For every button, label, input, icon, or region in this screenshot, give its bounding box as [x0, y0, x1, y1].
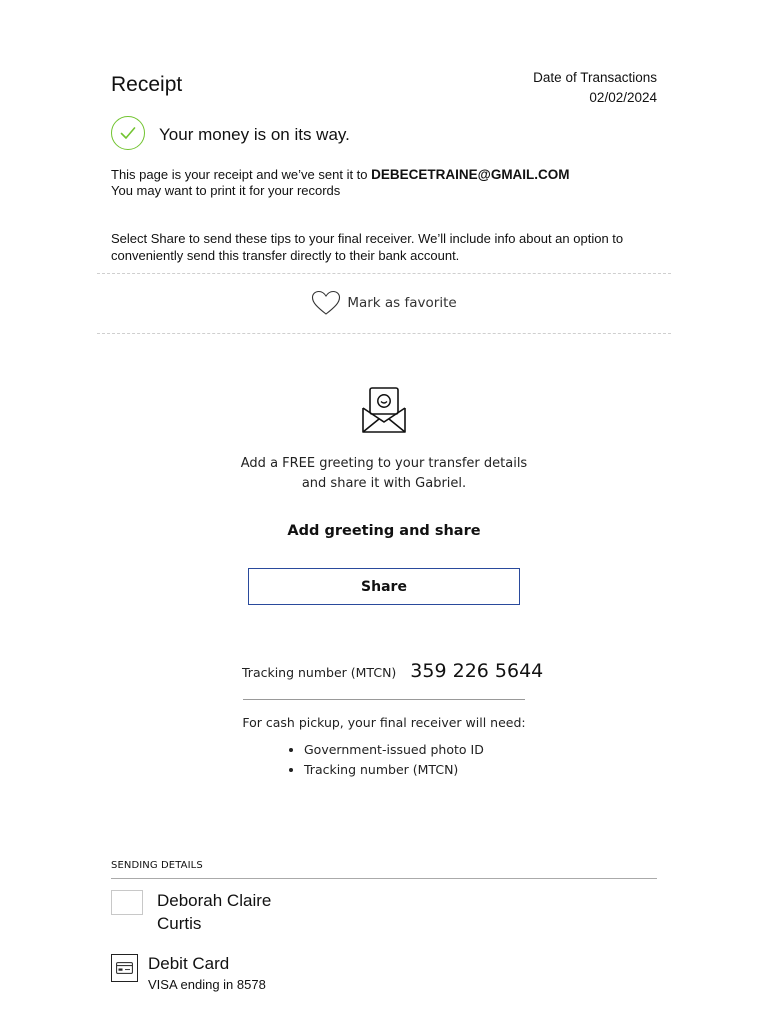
- sender-name-line2: Curtis: [157, 914, 202, 933]
- tracking-label: Tracking number (MTCN): [242, 665, 397, 680]
- payment-detail: VISA ending in 8578: [148, 977, 266, 992]
- divider-top: [97, 273, 671, 274]
- receipt-info-line1: [111, 167, 671, 183]
- date-value: 02/02/2024: [589, 90, 657, 105]
- date-label: Date of Transactions: [533, 70, 657, 85]
- avatar: [111, 890, 143, 915]
- transaction-date-block: [533, 68, 657, 108]
- envelope-greeting-icon: [361, 386, 407, 434]
- sender-name: [157, 889, 357, 935]
- sender-name-line1: Deborah Claire: [157, 891, 272, 910]
- receipt-info: [111, 167, 671, 199]
- mark-favorite-row[interactable]: [0, 290, 768, 316]
- share-info-text: Select Share to send these tips to your final receiver. We’ll include info about an option to conveniently send this transfer directly to their bank account.: [111, 231, 624, 263]
- list-item: • Tracking number (MTCN): [304, 760, 484, 780]
- status-message: Your money is on its way.: [159, 125, 350, 144]
- tracking-divider: [243, 699, 525, 700]
- divider-bottom: [97, 333, 671, 334]
- greeting-text: [184, 454, 584, 493]
- page-title: Receipt: [111, 73, 183, 96]
- sending-details-divider: [111, 878, 657, 879]
- payment-method: Debit Card: [148, 954, 230, 973]
- pickup-requirements-list: [286, 740, 484, 780]
- sending-details-label: SENDING DETAILS: [111, 860, 203, 871]
- pickup-heading: For cash pickup, your final receiver will need:: [242, 715, 526, 730]
- share-button[interactable]: Share: [248, 568, 520, 605]
- credit-card-icon: [111, 954, 138, 982]
- heart-icon[interactable]: [311, 290, 341, 316]
- receipt-info-prefix: This page is your receipt and we’ve sent it to: [111, 167, 372, 182]
- tracking-number: 359 226 5644: [410, 660, 544, 682]
- greeting-line2: and share it with Gabriel.: [301, 475, 467, 491]
- receipt-email: DEBECETRAINE@GMAIL.COM: [371, 167, 570, 182]
- tracking-row: [242, 660, 543, 682]
- greeting-heading: Add greeting and share: [287, 523, 481, 539]
- mark-favorite-label[interactable]: Mark as favorite: [347, 295, 457, 311]
- greeting-line1: Add a FREE greeting to your transfer details: [240, 456, 528, 471]
- receipt-info-line2: You may want to print it for your records: [111, 183, 341, 198]
- list-item: • Government-issued photo ID: [304, 740, 484, 760]
- check-circle-icon: [111, 116, 145, 150]
